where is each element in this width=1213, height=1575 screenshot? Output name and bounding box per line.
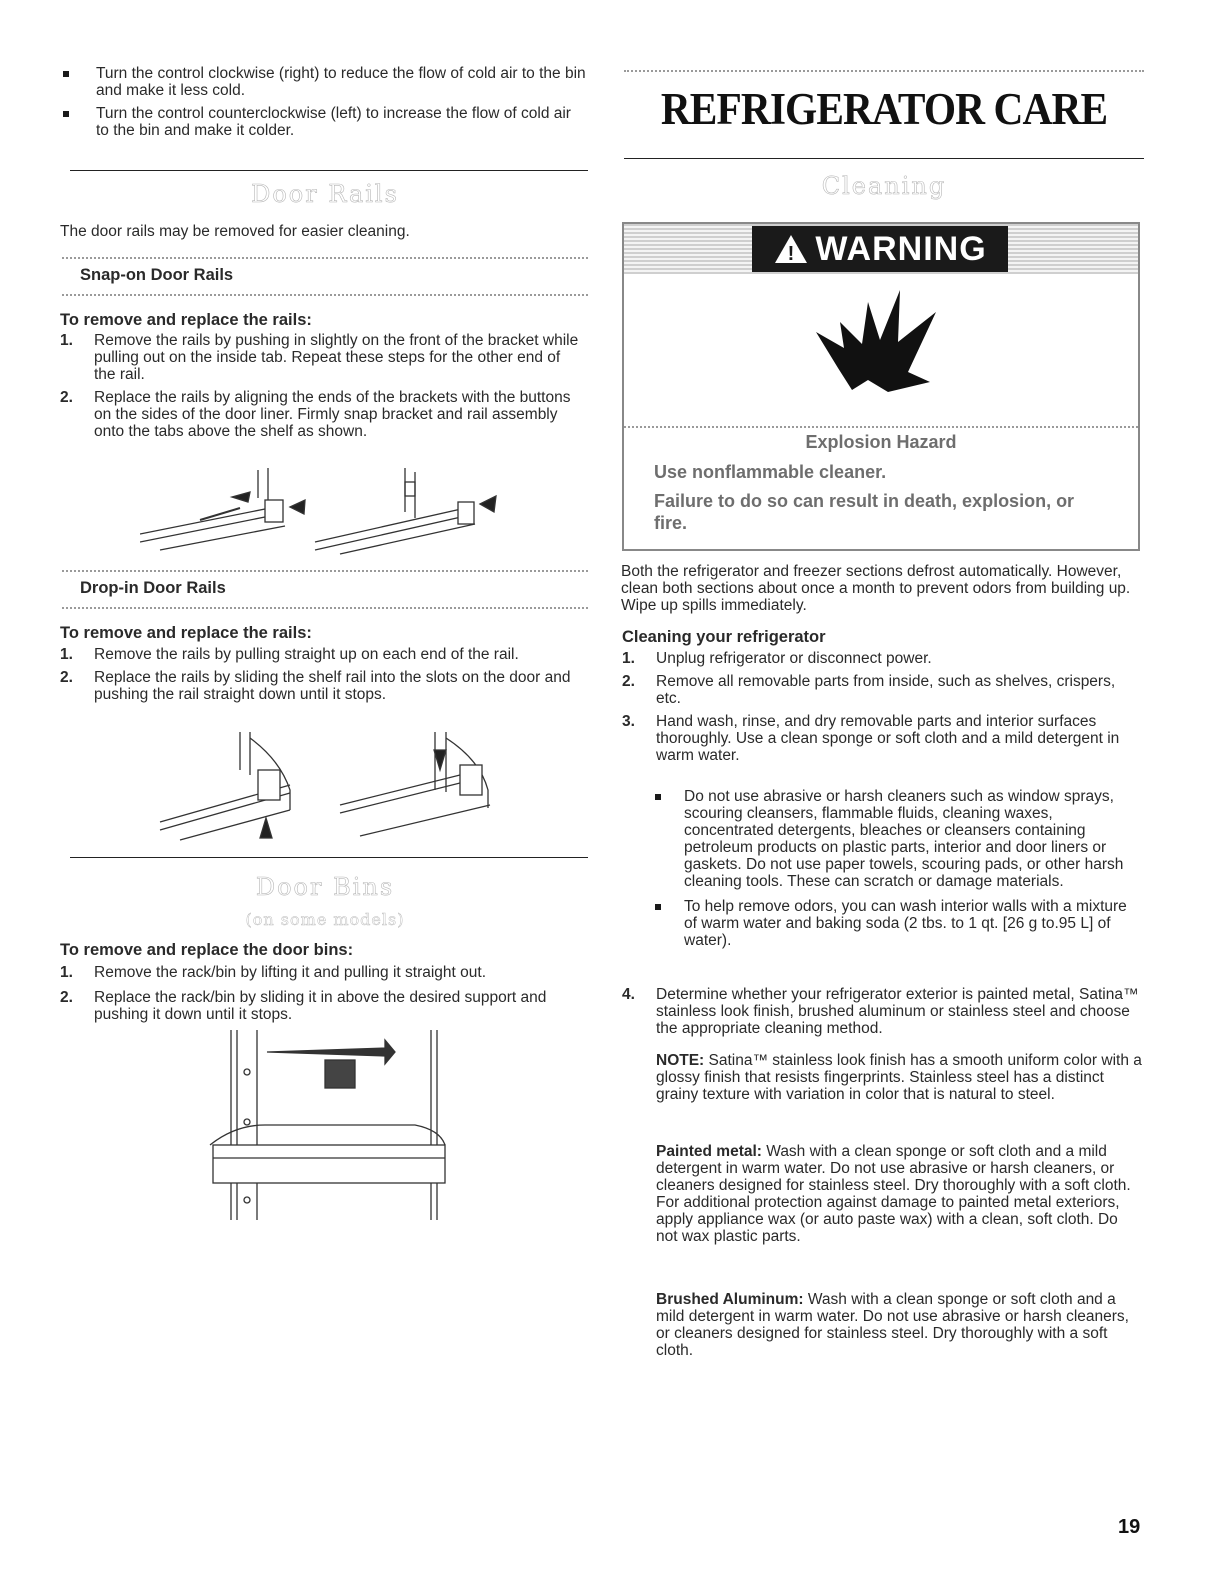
note-label: NOTE: — [656, 1052, 705, 1069]
list-item: Do not use abrasive or harsh cleaners such as window sprays, scouring cleansers, flammable fluids, cleaning waxes, concentrated detergents, bleaches or cleansers containing petroleum products on plastic parts, interior and door liners or gaskets. Do not use paper towels, scouring pads, or other harsh cleaning tools. These can scratch or damage materials. — [654, 788, 1142, 890]
divider-dotted — [624, 70, 1144, 72]
drop-in-rails-illustration — [150, 730, 530, 845]
warning-label-box — [752, 226, 1008, 272]
list-item: 4. Determine whether your refrigerator exterior is painted metal, Satina™ stainless look finish, brushed aluminum or stainless steel and choose the appropriate cleaning method. — [622, 986, 1139, 1037]
bullet-icon — [655, 794, 661, 800]
list-item: 2. Replace the rack/bin by sliding it in above the desired support and pushing it down until it stops. — [60, 989, 547, 1023]
cleaning-heading: Cleaning your refrigerator — [622, 628, 826, 646]
divider-dotted — [62, 570, 588, 572]
arrow-icon — [290, 500, 305, 514]
arrow-icon — [480, 496, 496, 512]
list-item: Turn the control counterclockwise (left) to increase the flow of cold air to the bin and make it colder. — [62, 105, 588, 139]
warning-header — [624, 224, 1138, 274]
drop-in-steps — [60, 646, 586, 703]
door-bins-title: Door Bins — [255, 873, 395, 901]
warning-label: WARNING — [815, 229, 987, 268]
section-divider — [70, 857, 588, 858]
list-item: 1. Remove the rails by pushing in slightly on the front of the bracket while pulling out on the inside tab. Repeat these steps for the other end of the rail. — [60, 332, 579, 383]
divider-dotted — [62, 607, 588, 609]
rail-right-illustration — [315, 468, 475, 554]
bullet-icon — [655, 904, 661, 910]
section-divider — [624, 158, 1144, 159]
bullet-icon — [63, 71, 69, 77]
bullet-icon — [63, 111, 69, 117]
brushed-aluminum-label: Brushed Aluminum: — [656, 1291, 804, 1308]
section-divider — [70, 170, 588, 171]
brushed-aluminum-paragraph: Brushed Aluminum: Wash with a clean sponge or soft cloth and a mild detergent in warm water. Do not use abrasive or harsh cleaners, or cleaners designed for stainless steel. Dry thoroughly with a soft cloth. — [656, 1291, 1129, 1359]
painted-metal-paragraph: Painted metal: Wash with a clean sponge or soft cloth and a mild detergent in warm water. Do not use abrasive or harsh cleaners, or cleaners designed for stainless steel. Dry thoroughly with a soft cloth. For additional protection against damage to painted metal exteriors, apply appliance wax (or auto paste wax) with a clean, soft cloth. Do not wax plastic parts. — [656, 1143, 1131, 1245]
snap-on-steps — [60, 332, 586, 440]
list-item: 1. Unplug refrigerator or disconnect power. — [622, 650, 932, 667]
door-rails-title: Door Rails — [251, 180, 399, 208]
door-bins-subtitle: (on some models) — [245, 910, 405, 929]
page-number: 19 — [1118, 1516, 1141, 1538]
note-paragraph: NOTE: Satina™ stainless look finish has a smooth uniform color with a glossy finish that resists fingerprints. Stainless steel has a distinct grainy texture with variation in color that is natural to steel. — [656, 1052, 1142, 1103]
door-bin-illustration — [205, 1030, 455, 1220]
warning-box — [622, 222, 1140, 551]
hazard-title: Explosion Hazard — [805, 432, 957, 452]
arrow-down-icon — [434, 750, 446, 770]
explosion-icon — [808, 282, 948, 422]
control-bullets — [62, 65, 588, 139]
step3-bullets — [654, 788, 1142, 949]
door-bins-steps — [60, 964, 586, 1023]
list-item: 1. Remove the rails by pulling straight up on each end of the rail. — [60, 646, 519, 663]
rail-left-illustration — [140, 468, 285, 550]
cleaning-intro: Both the refrigerator and freezer sections defrost automatically. However, clean both sections about once a month to prevent odors from building up. Wipe up spills immediately. — [621, 563, 1131, 614]
cleaning-steps — [622, 650, 1142, 764]
hazard-line-1: Use nonflammable cleaner. — [654, 462, 887, 482]
list-item: 3. Hand wash, rinse, and dry removable parts and interior surfaces thoroughly. Use a clean sponge or soft cloth and a mild detergent in warm water. — [622, 713, 1120, 764]
door-bins-steps-heading: To remove and replace the door bins: — [60, 941, 354, 959]
list-item: 2. Remove all removable parts from inside, such as shelves, crispers, etc. — [622, 673, 1116, 707]
drop-in-steps-heading: To remove and replace the rails: — [60, 624, 312, 642]
cleaning-title: Cleaning — [821, 172, 947, 200]
divider-dotted — [62, 257, 588, 259]
drop-in-heading: Drop-in Door Rails — [80, 579, 226, 597]
hazard-line-2: Failure to do so can result in death, explosion, or fire. — [654, 491, 1075, 533]
rail-left-illustration — [160, 732, 290, 840]
snap-on-rails-illustration — [140, 462, 540, 557]
arrow-up-icon — [260, 818, 272, 838]
list-item: 1. Remove the rack/bin by lifting it and pulling it straight out. — [60, 964, 487, 981]
warning-triangle-icon — [773, 233, 809, 265]
svg-text:!: ! — [787, 243, 795, 265]
list-item: To help remove odors, you can wash interior walls with a mixture of warm water and baking soda (2 tbs. to 1 qt. [26 g to.95 L] of water). — [654, 898, 1142, 949]
list-item: Turn the control clockwise (right) to reduce the flow of cold air to the bin and make it less cold. — [62, 65, 588, 99]
list-item: 2. Replace the rails by sliding the shelf rail into the slots on the door and pushing the rail straight down until it stops. — [60, 669, 571, 703]
painted-metal-label: Painted metal: — [656, 1143, 762, 1160]
snap-on-steps-heading: To remove and replace the rails: — [60, 311, 312, 329]
rail-right-illustration — [340, 732, 490, 836]
snap-on-heading: Snap-on Door Rails — [80, 266, 234, 284]
list-item: 2. Replace the rails by aligning the ends of the brackets with the buttons on the sides of the door liner. Firmly snap bracket and rail assembly onto the tabs above the shelf as shown. — [60, 389, 571, 440]
divider-dotted — [62, 294, 588, 296]
divider-dotted — [624, 426, 1138, 428]
door-rails-intro: The door rails may be removed for easier cleaning. — [60, 223, 410, 240]
page-title: REFRIGERATOR CARE — [660, 84, 1108, 134]
arrow-icon — [232, 492, 250, 502]
cleaning-step-4 — [622, 986, 1142, 1037]
